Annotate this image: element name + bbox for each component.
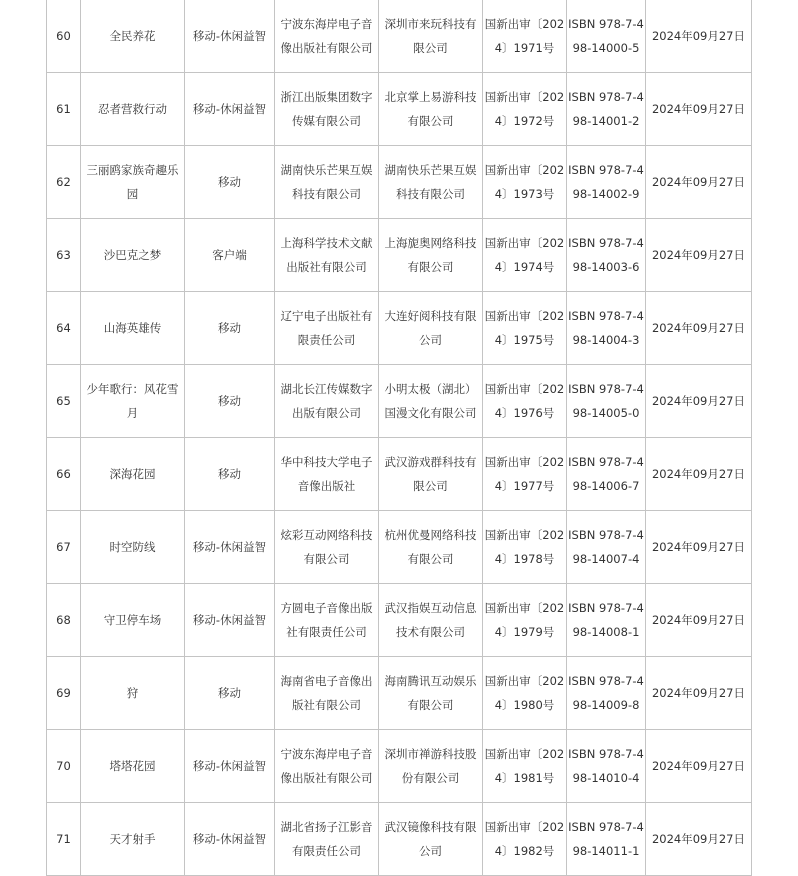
isbn: ISBN 978-7-498-14006-7: [567, 438, 646, 511]
approval-date: 2024年09月27日: [646, 657, 752, 730]
operator: 深圳市来玩科技有限公司: [379, 0, 483, 73]
game-category: 移动-休闲益智: [185, 511, 275, 584]
publisher: 湖北省扬子江影音有限责任公司: [275, 803, 379, 876]
game-name: 山海英雄传: [81, 292, 185, 365]
isbn: ISBN 978-7-498-14007-4: [567, 511, 646, 584]
game-name: 守卫停车场: [81, 584, 185, 657]
table-row: [47, 730, 752, 803]
row-number: 64: [47, 292, 81, 365]
isbn: ISBN 978-7-498-14008-1: [567, 584, 646, 657]
game-category: 移动-休闲益智: [185, 803, 275, 876]
operator: 深圳市禅游科技股份有限公司: [379, 730, 483, 803]
row-number: 65: [47, 365, 81, 438]
row-number: 67: [47, 511, 81, 584]
row-number: 69: [47, 657, 81, 730]
approval-number: 国新出审〔2024〕1978号: [483, 511, 567, 584]
game-category: 移动-休闲益智: [185, 0, 275, 73]
approval-number: 国新出审〔2024〕1982号: [483, 803, 567, 876]
operator: 小明太极（湖北）国漫文化有限公司: [379, 365, 483, 438]
table-row: [47, 146, 752, 219]
game-name: 塔塔花园: [81, 730, 185, 803]
approval-number: 国新出审〔2024〕1974号: [483, 219, 567, 292]
game-name: 天才射手: [81, 803, 185, 876]
isbn: ISBN 978-7-498-14004-3: [567, 292, 646, 365]
approval-date: 2024年09月27日: [646, 292, 752, 365]
game-category: 移动-休闲益智: [185, 73, 275, 146]
isbn: ISBN 978-7-498-14002-9: [567, 146, 646, 219]
game-name: 时空防线: [81, 511, 185, 584]
isbn: ISBN 978-7-498-14005-0: [567, 365, 646, 438]
publisher: 湖北长江传媒数字出版有限公司: [275, 365, 379, 438]
approval-date: 2024年09月27日: [646, 0, 752, 73]
publisher: 辽宁电子出版社有限责任公司: [275, 292, 379, 365]
game-category: 移动: [185, 146, 275, 219]
table-row: [47, 511, 752, 584]
publisher: 海南省电子音像出版社有限公司: [275, 657, 379, 730]
row-number: 68: [47, 584, 81, 657]
table-row: [47, 365, 752, 438]
row-number: 66: [47, 438, 81, 511]
game-name: 深海花园: [81, 438, 185, 511]
approval-number: 国新出审〔2024〕1976号: [483, 365, 567, 438]
row-number: 61: [47, 73, 81, 146]
isbn: ISBN 978-7-498-14009-8: [567, 657, 646, 730]
publisher: 华中科技大学电子音像出版社: [275, 438, 379, 511]
table-row: [47, 803, 752, 876]
table-row: [47, 584, 752, 657]
publisher: 炫彩互动网络科技有限公司: [275, 511, 379, 584]
operator: 大连好阅科技有限公司: [379, 292, 483, 365]
operator: 武汉指娱互动信息技术有限公司: [379, 584, 483, 657]
game-category: 移动: [185, 292, 275, 365]
approval-date: 2024年09月27日: [646, 730, 752, 803]
approval-number: 国新出审〔2024〕1975号: [483, 292, 567, 365]
game-name: 三丽鸥家族奇趣乐园: [81, 146, 185, 219]
approval-date: 2024年09月27日: [646, 511, 752, 584]
table-body: [47, 0, 752, 876]
game-category: 移动: [185, 657, 275, 730]
game-category: 客户端: [185, 219, 275, 292]
approval-date: 2024年09月27日: [646, 365, 752, 438]
approval-date: 2024年09月27日: [646, 73, 752, 146]
row-number: 70: [47, 730, 81, 803]
approval-date: 2024年09月27日: [646, 438, 752, 511]
publisher: 浙江出版集团数字传媒有限公司: [275, 73, 379, 146]
game-approval-table: [46, 0, 752, 876]
isbn: ISBN 978-7-498-14000-5: [567, 0, 646, 73]
game-category: 移动: [185, 365, 275, 438]
publisher: 上海科学技术文献出版社有限公司: [275, 219, 379, 292]
approval-date: 2024年09月27日: [646, 219, 752, 292]
table-row: [47, 0, 752, 73]
game-category: 移动-休闲益智: [185, 584, 275, 657]
operator: 北京掌上易游科技有限公司: [379, 73, 483, 146]
operator: 湖南快乐芒果互娱科技有限公司: [379, 146, 483, 219]
row-number: 60: [47, 0, 81, 73]
game-name: 忍者营救行动: [81, 73, 185, 146]
isbn: ISBN 978-7-498-14010-4: [567, 730, 646, 803]
publisher: 湖南快乐芒果互娱科技有限公司: [275, 146, 379, 219]
isbn: ISBN 978-7-498-14003-6: [567, 219, 646, 292]
table-row: [47, 292, 752, 365]
publisher: 方圆电子音像出版社有限责任公司: [275, 584, 379, 657]
approval-number: 国新出审〔2024〕1979号: [483, 584, 567, 657]
operator: 海南腾讯互动娱乐有限公司: [379, 657, 483, 730]
approval-number: 国新出审〔2024〕1971号: [483, 0, 567, 73]
table-row: [47, 438, 752, 511]
approval-number: 国新出审〔2024〕1981号: [483, 730, 567, 803]
isbn: ISBN 978-7-498-14001-2: [567, 73, 646, 146]
approval-date: 2024年09月27日: [646, 146, 752, 219]
approval-number: 国新出审〔2024〕1973号: [483, 146, 567, 219]
isbn: ISBN 978-7-498-14011-1: [567, 803, 646, 876]
row-number: 63: [47, 219, 81, 292]
table-row: [47, 657, 752, 730]
game-approval-table-wrapper: [46, 0, 752, 876]
approval-number: 国新出审〔2024〕1980号: [483, 657, 567, 730]
approval-date: 2024年09月27日: [646, 803, 752, 876]
publisher: 宁波东海岸电子音像出版社有限公司: [275, 730, 379, 803]
game-name: 全民养花: [81, 0, 185, 73]
row-number: 62: [47, 146, 81, 219]
publisher: 宁波东海岸电子音像出版社有限公司: [275, 0, 379, 73]
approval-date: 2024年09月27日: [646, 584, 752, 657]
operator: 武汉游戏群科技有限公司: [379, 438, 483, 511]
game-category: 移动-休闲益智: [185, 730, 275, 803]
game-name: 狩: [81, 657, 185, 730]
row-number: 71: [47, 803, 81, 876]
game-category: 移动: [185, 438, 275, 511]
table-row: [47, 219, 752, 292]
operator: 武汉镜像科技有限公司: [379, 803, 483, 876]
approval-number: 国新出审〔2024〕1977号: [483, 438, 567, 511]
game-name: 少年歌行：风花雪月: [81, 365, 185, 438]
operator: 杭州优曼网络科技有限公司: [379, 511, 483, 584]
table-row: [47, 73, 752, 146]
operator: 上海旎奥网络科技有限公司: [379, 219, 483, 292]
approval-number: 国新出审〔2024〕1972号: [483, 73, 567, 146]
game-name: 沙巴克之梦: [81, 219, 185, 292]
